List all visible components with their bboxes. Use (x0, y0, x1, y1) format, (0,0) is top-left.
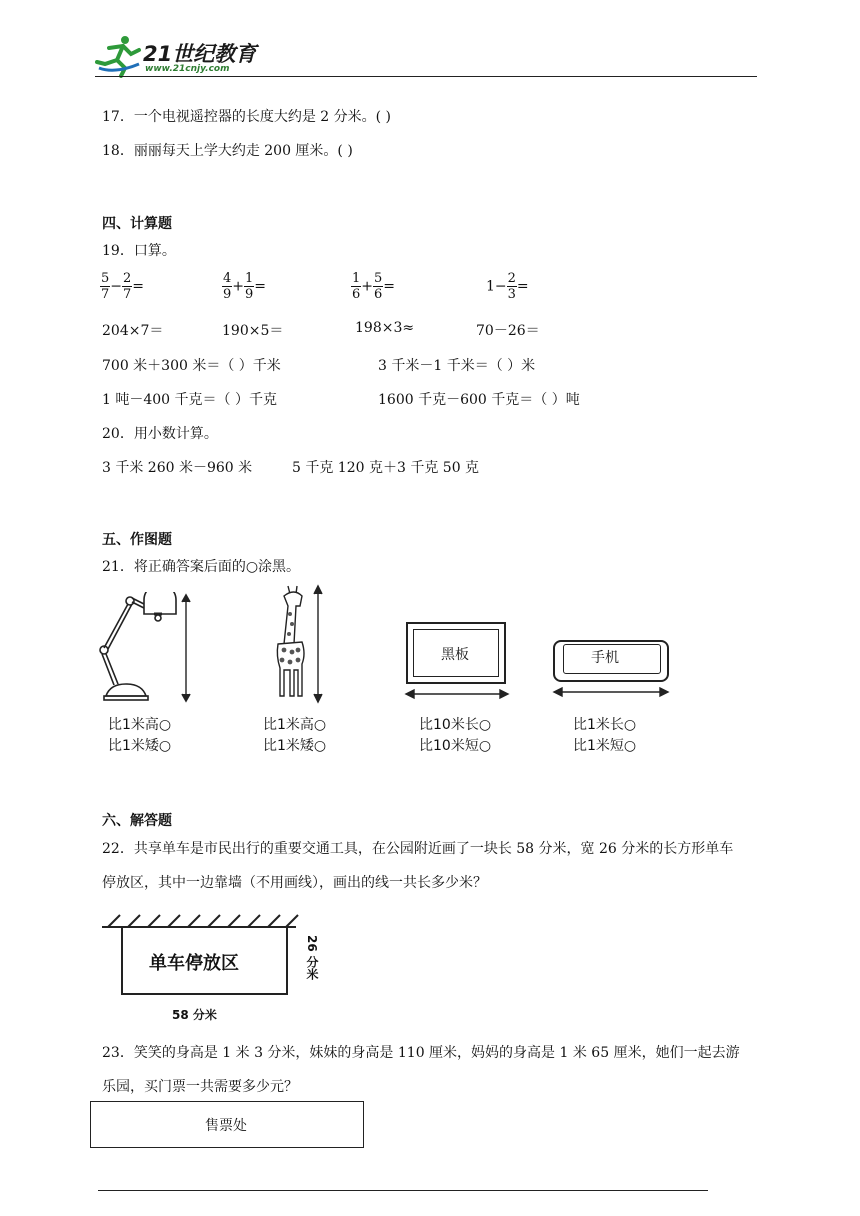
equals: = (383, 278, 396, 295)
lead-term: 1− (486, 278, 507, 295)
logo-url-text: www.21cnjy.com (145, 64, 230, 74)
header-rule (95, 76, 757, 77)
blackboard-figure (406, 622, 506, 684)
header-logo (95, 34, 265, 80)
footer-rule (98, 1190, 708, 1191)
calc-3km260m: 3 千米 260 米－960 米 (102, 460, 253, 476)
blackboard-width-arrow (404, 688, 510, 700)
equals: = (132, 278, 145, 295)
question-21: 21．将正确答案后面的○涂黑。 (102, 559, 301, 575)
frac-num: 4 (223, 271, 232, 286)
calc-3km-1km: 3 千米－1 千米＝（ ）米 (378, 358, 536, 374)
question-22-line2: 停放区，其中一边靠墙（不用画线），画出的线一共长多少米？ (102, 875, 487, 891)
logo-main-text: 21世纪教育 (143, 42, 257, 66)
operator: + (232, 278, 245, 295)
frac-den: 3 (507, 287, 516, 302)
phone-label: 手机 (591, 650, 619, 666)
blackboard-label: 黑板 (441, 647, 469, 663)
section-5-title: 五、作图题 (102, 532, 172, 548)
calc-204x7: 204×7＝ (102, 323, 164, 339)
frac-den: 7 (101, 287, 110, 302)
parking-width-label: 26 分米 (305, 935, 319, 980)
ticket-office-label: 售票处 (205, 1118, 247, 1134)
parking-area (121, 927, 288, 995)
option-giraffe-taller[interactable]: 比1米高○ (263, 717, 327, 733)
question-23-line2: 乐园，买门票一共需要多少元？ (102, 1079, 298, 1095)
option-blackboard-shorter[interactable]: 比10米短○ (419, 738, 492, 754)
frac-num: 2 (123, 271, 132, 286)
giraffe-icon (268, 584, 332, 704)
question-20: 20．用小数计算。 (102, 426, 218, 442)
ticket-office-box (90, 1101, 364, 1148)
option-lamp-shorter[interactable]: 比1米矮○ (108, 738, 172, 754)
calc-198x3: 198×3≈ (355, 320, 415, 336)
question-19: 19．口算。 (102, 243, 176, 259)
equals: = (516, 278, 529, 295)
frac-num: 1 (245, 271, 254, 286)
frac-num: 2 (507, 271, 516, 286)
frac-den: 6 (352, 287, 361, 302)
fraction-expr-1 (100, 271, 144, 302)
frac-num: 5 (374, 271, 383, 286)
fraction-expr-3 (351, 271, 395, 302)
calc-190x5: 190×5＝ (222, 323, 284, 339)
option-phone-shorter[interactable]: 比1米短○ (573, 738, 637, 754)
calc-5kg120g: 5 千克 120 克＋3 千克 50 克 (292, 460, 480, 476)
question-17: 17．一个电视遥控器的长度大约是 2 分米。( ) (102, 109, 391, 125)
frac-num: 1 (352, 271, 361, 286)
question-23-line1: 23．笑笑的身高是 1 米 3 分米，妹妹的身高是 110 厘米，妈妈的身高是 1 米 65 厘米，她们一起去游 (102, 1045, 740, 1061)
operator: − (110, 278, 123, 295)
option-phone-longer[interactable]: 比1米长○ (573, 717, 637, 733)
frac-den: 6 (374, 287, 383, 302)
fraction-expr-4 (486, 271, 529, 302)
calc-700m-300m: 700 米＋300 米＝（ ）千米 (102, 358, 281, 374)
runner-logo-icon (95, 34, 143, 78)
option-giraffe-shorter[interactable]: 比1米矮○ (263, 738, 327, 754)
section-4-title: 四、计算题 (102, 216, 172, 232)
operator: + (361, 278, 374, 295)
option-lamp-taller[interactable]: 比1米高○ (108, 717, 172, 733)
fraction-expr-2 (222, 271, 266, 302)
calc-1600kg-600kg: 1600 千克－600 千克＝（ ）吨 (378, 392, 580, 408)
desk-lamp-icon (96, 592, 200, 704)
parking-area-label: 单车停放区 (149, 953, 239, 974)
calc-70-26: 70－26＝ (476, 323, 540, 339)
phone-width-arrow (552, 686, 670, 698)
frac-den: 7 (123, 287, 132, 302)
parking-length-label: 58 分米 (172, 1008, 217, 1022)
frac-den: 9 (223, 287, 232, 302)
question-18: 18．丽丽每天上学大约走 200 厘米。( ) (102, 143, 353, 159)
equals: = (254, 278, 267, 295)
frac-num: 5 (101, 271, 110, 286)
frac-den: 9 (245, 287, 254, 302)
phone-figure (553, 640, 669, 682)
calc-1t-400kg: 1 吨－400 千克＝（ ）千克 (102, 392, 277, 408)
section-6-title: 六、解答题 (102, 813, 172, 829)
question-22-line1: 22．共享单车是市民出行的重要交通工具，在公园附近画了一块长 58 分米，宽 26 分米的长方形单车 (102, 841, 734, 857)
option-blackboard-longer[interactable]: 比10米长○ (419, 717, 492, 733)
